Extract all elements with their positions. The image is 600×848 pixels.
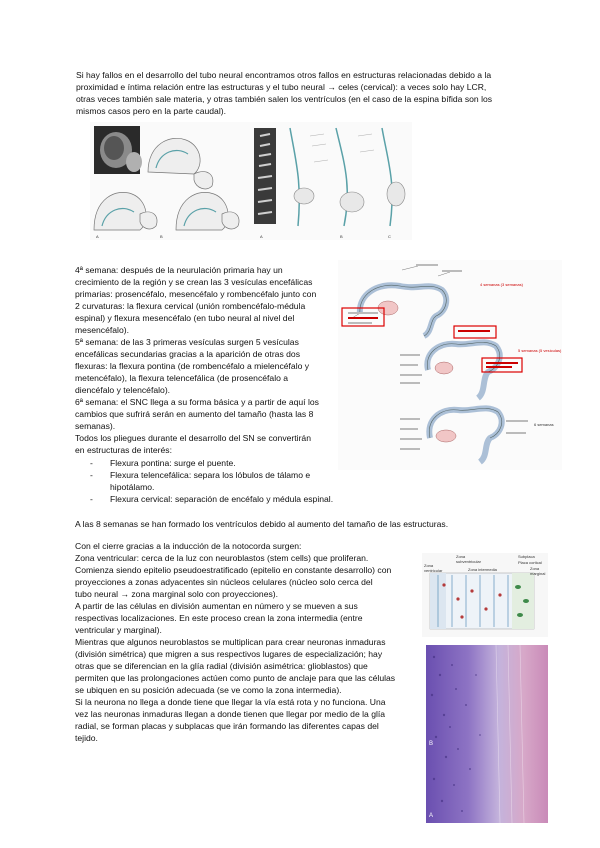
text-line: cambios que sufrirá serán en aumento del tamaño (hasta las 8 bbox=[75, 409, 314, 419]
text-line: espinal) y flexura mesencéfalo (en tubo neural al nivel del bbox=[75, 313, 295, 323]
text-line: diencéfalo y telencéfalo). bbox=[75, 385, 171, 395]
text-line: Zona ventricular: cerca de la luz con neuroblastos (stem cells) que proliferan. bbox=[75, 553, 369, 563]
text-line: 5ª semana: de las 3 primeras vesículas surgen 5 vesículas bbox=[75, 337, 299, 347]
encephalocele bbox=[222, 212, 239, 229]
panel-letter: A bbox=[260, 234, 263, 239]
zone-label: subventricular bbox=[456, 559, 481, 564]
week5-embryo-diagram bbox=[400, 326, 562, 398]
text-line: A partir de las células en división aumentan en número y se mueven a sus bbox=[75, 601, 358, 611]
text-line: Si hay fallos en el desarrollo del tubo neural encontramos otros fallos en estructuras relacionadas debido a la bbox=[76, 70, 492, 80]
head-silhouette bbox=[94, 192, 146, 230]
text-line: respectivas localizaciones. En este proceso crean la zona intermedia (entre bbox=[75, 613, 363, 623]
text-line: Todos los pliegues durante el desarrollo del SN se convertirán bbox=[75, 433, 311, 443]
text-line: 6ª semana: el SNC llega a su forma básica y a partir de aquí los bbox=[75, 397, 319, 407]
panel-letter: B bbox=[340, 234, 343, 239]
text-line: otras que se diferencian en la glía radial (división asimétrica: glioblastos) que bbox=[75, 661, 368, 671]
text-line: tejido. bbox=[75, 733, 98, 743]
text-line: vez las neuronas inmaduras llegan a donde tienen que llegar por medio de la glía bbox=[75, 709, 386, 719]
zone-label: Zona bbox=[424, 563, 434, 568]
week6-label: 6 semanas bbox=[534, 422, 554, 427]
text-line: Si la neurona no llega a donde tiene que llegar la vía está rota y no funciona. Una bbox=[75, 697, 386, 707]
text-line: en estructuras de interés: bbox=[75, 445, 172, 455]
zone-label: Subplaca bbox=[518, 554, 535, 559]
brain-vesicles-figure bbox=[338, 260, 562, 470]
text-line: 4ª semana: después de la neurulación primaria hay un bbox=[75, 265, 283, 275]
text-line: permiten que las prolongaciones actúen como punto de anclaje para que las células bbox=[75, 673, 396, 683]
panel-letter: A bbox=[429, 813, 434, 819]
text-line: mismos casos pero en la parte caudal). bbox=[76, 106, 226, 116]
zone-label: Zona bbox=[456, 554, 466, 559]
panel-letter: C bbox=[388, 234, 391, 239]
encephalocele bbox=[194, 172, 213, 189]
cortical-zones-figure bbox=[422, 553, 548, 637]
text-line: proyecciones a zonas adyacentes sin núcleos celulares (núcleo solo cerca del bbox=[75, 577, 373, 587]
text-line: flexuras: la flexura pontina (de rombencéfalo a mielencéfalo y bbox=[75, 361, 310, 371]
panel-letter: B bbox=[160, 234, 163, 239]
neural-tube-defects-figure bbox=[90, 122, 412, 240]
text-line: ventricular y marginal). bbox=[75, 625, 162, 635]
week4-embryo-diagram bbox=[342, 264, 524, 336]
histology-micrograph bbox=[426, 645, 548, 823]
eight-weeks-line: A las 8 semanas se han formado los ventrículos debido al aumento del tamaño de las estructuras. bbox=[75, 519, 449, 529]
zone-label: ventricular bbox=[424, 568, 443, 573]
text-line: mesencéfalo). bbox=[75, 325, 129, 335]
text-line: Comienza siendo epitelio pseudoestratificado (epitelio en constante desarrollo) con bbox=[75, 565, 392, 575]
text-line: Con el cierre gracias a la inducción de la notocorda surgen: bbox=[75, 541, 302, 551]
week4-label: 4 semanas (3 semanas) bbox=[480, 282, 523, 287]
zone-label: Zona intermedia bbox=[468, 567, 497, 572]
text-line: primarias: prosencéfalo, mesencéfalo y rombencéfalo junto con bbox=[75, 289, 317, 299]
head-silhouette bbox=[148, 138, 200, 174]
zone-label: marginal bbox=[530, 571, 546, 576]
text-line: se ubiquen en su posición adecuada (se ve como la zona intermedia). bbox=[75, 685, 342, 695]
text-line: crecimiento de la región y se crean las 3 vesículas encefálicas bbox=[75, 277, 313, 287]
zone-label: Placa cortical bbox=[518, 560, 542, 565]
text-line: semanas). bbox=[75, 421, 116, 431]
text-line: tubo neural → zona marginal solo con proyecciones). bbox=[75, 589, 279, 599]
text-line: radial, se forman placas y subplacas que irán formando las diferentes capas del bbox=[75, 721, 379, 731]
text-line: proximidad e íntima relación entre las estructuras y el tubo neural → celes (cervical): a veces solo hay LCR, bbox=[76, 82, 487, 92]
panel-letter: B bbox=[429, 741, 434, 747]
week6-embryo-diagram bbox=[400, 408, 554, 462]
zone-label: Zona bbox=[530, 566, 540, 571]
text-line: Mientras que algunos neuroblastos se multiplican para crear neuronas inmaduras bbox=[75, 637, 386, 647]
text-line: encefálicas secundarias gracias a la aparición de otras dos bbox=[75, 349, 300, 359]
week5-label: 5 semanas (5 vesículas) bbox=[518, 348, 562, 353]
text-line: metencéfalo), la flexura telencefálica (de prosencéfalo a bbox=[75, 373, 289, 383]
panel-letter: A bbox=[96, 234, 99, 239]
text-line: (división simétrica) que migren a sus respectivos lugares de especialización; hay bbox=[75, 649, 383, 659]
encephalocele bbox=[140, 212, 157, 229]
head-silhouette bbox=[176, 192, 228, 230]
text-line: 2 curvaturas: la flexura cervical (unión rombencéfalo-médula bbox=[75, 301, 306, 311]
text-line: otras veces también sale materia, y otras también salen los ventrículos (en el caso de la espina bífida son los bbox=[76, 94, 493, 104]
